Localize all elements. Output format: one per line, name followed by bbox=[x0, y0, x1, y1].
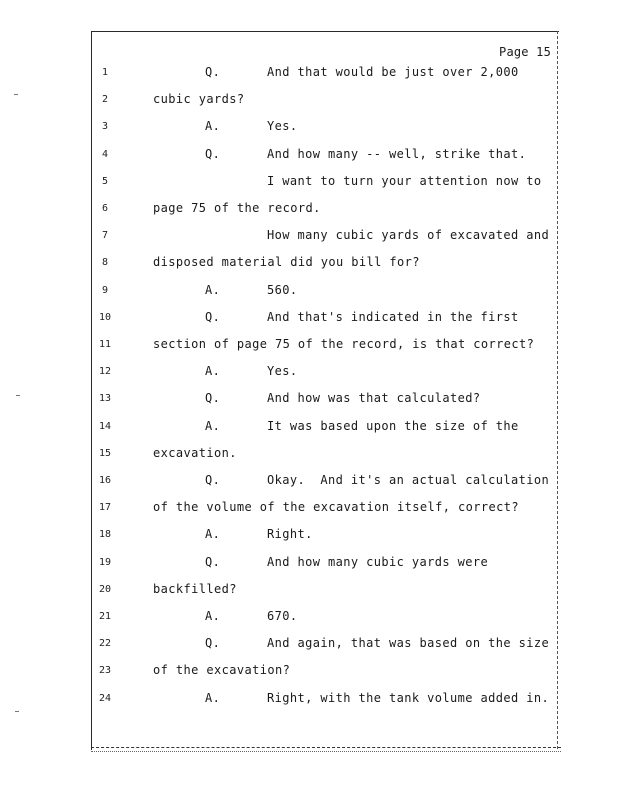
line-number: 19 bbox=[98, 556, 112, 568]
transcript-line bbox=[0, 146, 618, 166]
page-number: Page 15 bbox=[499, 45, 551, 59]
transcript-line bbox=[0, 635, 618, 655]
transcript-line bbox=[0, 526, 618, 546]
line-text: And how many -- well, strike that. bbox=[267, 146, 527, 161]
line-number: 5 bbox=[101, 175, 109, 187]
answer-marker: A. bbox=[205, 418, 221, 433]
transcript-line bbox=[0, 227, 618, 247]
line-text: cubic yards? bbox=[153, 92, 245, 107]
line-number: 17 bbox=[98, 502, 112, 514]
transcript-line bbox=[0, 118, 618, 138]
transcript-line bbox=[0, 282, 618, 302]
question-marker: Q. bbox=[205, 636, 221, 651]
answer-marker: A. bbox=[205, 609, 221, 623]
transcript-line bbox=[0, 499, 618, 519]
scan-speck bbox=[14, 94, 18, 95]
line-text: of the excavation? bbox=[153, 663, 291, 678]
scan-speck bbox=[16, 395, 20, 396]
line-number: 16 bbox=[98, 475, 112, 486]
line-number: 6 bbox=[101, 203, 109, 214]
transcript-line bbox=[0, 445, 618, 465]
line-text: page 75 of the record. bbox=[153, 201, 321, 215]
line-text: excavation. bbox=[153, 445, 237, 460]
line-text: Right, with the tank volume added in. bbox=[267, 690, 550, 705]
line-number: 24 bbox=[98, 692, 112, 704]
transcript-line bbox=[0, 91, 618, 111]
line-text: Yes. bbox=[267, 119, 298, 134]
transcript-line bbox=[0, 554, 618, 574]
line-text: Okay. And it's an actual calculation bbox=[267, 473, 550, 487]
line-text: section of page 75 of the record, is that correct? bbox=[153, 337, 535, 351]
transcript-line bbox=[0, 690, 618, 710]
line-text: And how was that calculated? bbox=[267, 391, 481, 406]
answer-marker: A. bbox=[205, 690, 221, 705]
line-number: 8 bbox=[101, 257, 109, 269]
line-number: 1 bbox=[101, 67, 109, 78]
answer-marker: A. bbox=[205, 527, 221, 542]
line-number: 7 bbox=[101, 230, 109, 242]
line-text: And again, that was based on the size bbox=[267, 636, 550, 651]
transcript-line bbox=[0, 173, 618, 193]
footer-rule bbox=[91, 747, 561, 748]
transcript-line bbox=[0, 418, 618, 438]
answer-marker: A. bbox=[205, 364, 221, 379]
line-number: 22 bbox=[98, 638, 112, 650]
answer-marker: A. bbox=[205, 282, 221, 297]
line-number: 21 bbox=[98, 611, 112, 622]
question-marker: Q. bbox=[205, 391, 221, 406]
line-text: And how many cubic yards were bbox=[267, 554, 489, 569]
question-marker: Q. bbox=[205, 473, 221, 487]
line-number: 3 bbox=[101, 121, 109, 133]
scan-speck bbox=[15, 711, 19, 712]
transcript-line bbox=[0, 662, 618, 682]
line-number: 13 bbox=[98, 393, 112, 405]
line-text: It was based upon the size of the bbox=[267, 418, 519, 433]
transcript-line bbox=[0, 581, 618, 601]
line-text: I want to turn your attention now to bbox=[267, 173, 542, 188]
line-text: of the volume of the excavation itself, correct? bbox=[153, 500, 519, 515]
line-number: 20 bbox=[98, 583, 112, 595]
transcript-line bbox=[0, 472, 618, 492]
question-marker: Q. bbox=[205, 146, 221, 161]
question-marker: Q. bbox=[205, 554, 221, 569]
question-marker: Q. bbox=[205, 65, 221, 79]
line-text: 560. bbox=[267, 282, 298, 297]
question-marker: Q. bbox=[205, 309, 221, 324]
line-number: 12 bbox=[98, 366, 112, 378]
line-text: backfilled? bbox=[153, 581, 237, 596]
line-text: And that would be just over 2,000 bbox=[267, 65, 519, 79]
line-number: 9 bbox=[101, 284, 109, 296]
line-number: 2 bbox=[101, 94, 109, 106]
line-number: 10 bbox=[98, 311, 112, 323]
line-text: disposed material did you bill for? bbox=[153, 255, 420, 270]
line-number: 18 bbox=[98, 529, 112, 541]
line-text: 670. bbox=[267, 609, 298, 623]
transcript-line bbox=[0, 363, 618, 383]
line-text: Right. bbox=[267, 527, 313, 542]
line-text: And that's indicated in the first bbox=[267, 309, 519, 324]
answer-marker: A. bbox=[205, 119, 221, 134]
transcript-line bbox=[0, 254, 618, 274]
transcript-line bbox=[0, 390, 618, 410]
transcript-line bbox=[0, 200, 618, 220]
line-number: 14 bbox=[98, 420, 112, 432]
line-number: 11 bbox=[98, 339, 112, 350]
transcript-line bbox=[0, 309, 618, 329]
line-number: 15 bbox=[98, 447, 112, 459]
line-number: 4 bbox=[101, 148, 109, 160]
transcript-line bbox=[0, 608, 618, 628]
line-text: Yes. bbox=[267, 364, 298, 379]
line-number: 23 bbox=[98, 665, 112, 677]
transcript-line bbox=[0, 336, 618, 356]
line-text: How many cubic yards of excavated and bbox=[267, 228, 550, 243]
transcript-line bbox=[0, 64, 618, 84]
footer-rule-secondary bbox=[91, 751, 561, 752]
